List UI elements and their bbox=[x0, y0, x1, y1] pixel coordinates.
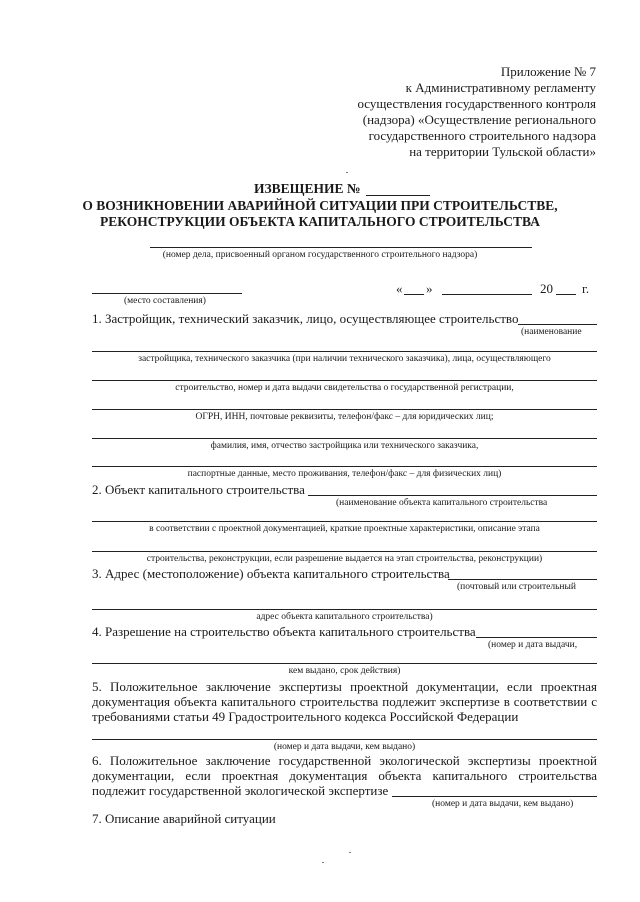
section-1-field-5[interactable] bbox=[92, 438, 597, 439]
appendix-line-6: на территории Тульской области» bbox=[409, 144, 596, 159]
section-6-caption: (номер и дата выдачи, кем выдано) bbox=[432, 799, 574, 809]
appendix-number: Приложение № 7 bbox=[500, 64, 596, 79]
title-line-3: РЕКОНСТРУКЦИИ ОБЪЕКТА КАПИТАЛЬНОГО СТРОИТЕЛЬСТВА bbox=[100, 214, 540, 229]
section-1-field[interactable] bbox=[518, 324, 597, 325]
scan-speck bbox=[322, 862, 324, 863]
day-field[interactable] bbox=[404, 294, 424, 295]
section-1-label: 1. Застройщик, технический заказчик, лицо, осуществляющее строительство bbox=[92, 311, 519, 326]
appendix-line-4: (надзора) «Осуществление регионального bbox=[362, 112, 596, 127]
section-1-field-4[interactable] bbox=[92, 409, 597, 410]
section-4-caption-1: (номер и дата выдачи, bbox=[488, 640, 578, 650]
month-field[interactable] bbox=[442, 294, 532, 295]
place-field[interactable] bbox=[92, 293, 242, 294]
year-suffix: г. bbox=[582, 281, 590, 296]
appendix-line-5: государственного строительного надзора bbox=[368, 128, 596, 143]
section-5-caption: (номер и дата выдачи, кем выдано) bbox=[273, 742, 416, 752]
section-1-caption-1: (наименование bbox=[521, 327, 582, 337]
scan-speck bbox=[346, 172, 348, 173]
case-number-caption: (номер дела, присвоенный органом государственного строительного надзора) bbox=[162, 250, 478, 260]
section-4-label: 4. Разрешение на строительство объекта капитального строительства bbox=[92, 624, 476, 639]
section-2-field-3[interactable] bbox=[92, 551, 597, 552]
section-1-caption-2: застройщика, технического заказчика (при наличии технического заказчика), лица, осуществляющего bbox=[138, 354, 551, 364]
section-3-field-2[interactable] bbox=[92, 609, 597, 610]
section-2-field-2[interactable] bbox=[92, 521, 597, 522]
section-7-label: 7. Описание аварийной ситуации bbox=[92, 811, 276, 826]
date-open-quote: « bbox=[396, 281, 403, 296]
place-caption: (место составления) bbox=[124, 296, 206, 306]
section-5-field[interactable] bbox=[92, 739, 597, 740]
appendix-line-2: к Административному регламенту bbox=[405, 80, 596, 95]
section-2-label: 2. Объект капитального строительства bbox=[92, 482, 305, 497]
section-3-field[interactable] bbox=[448, 579, 597, 580]
section-1-field-6[interactable] bbox=[92, 466, 597, 467]
appendix-line-3: осуществления государственного контроля bbox=[357, 96, 596, 111]
title-notice-number: ИЗВЕЩЕНИЕ № bbox=[254, 181, 361, 196]
section-4-field-2[interactable] bbox=[92, 663, 597, 664]
title-line-2: О ВОЗНИКНОВЕНИИ АВАРИЙНОЙ СИТУАЦИИ ПРИ СТРОИТЕЛЬСТВЕ, bbox=[82, 198, 558, 213]
section-6-field[interactable] bbox=[392, 796, 597, 797]
date-close-quote: » bbox=[426, 281, 433, 296]
section-1-caption-6: паспортные данные, место проживания, телефон/факс – для физических лиц) bbox=[187, 469, 502, 479]
section-4-caption-2: кем выдано, срок действия) bbox=[288, 666, 401, 676]
section-1-field-2[interactable] bbox=[92, 351, 597, 352]
scan-speck bbox=[349, 852, 351, 853]
section-3-caption-2: адрес объекта капитального строительства) bbox=[256, 612, 433, 622]
section-3-caption-1: (почтовый или строительный bbox=[457, 582, 576, 592]
section-2-caption-2: в соответствии с проектной документацией, краткие проектные характеристики, описание этапа bbox=[149, 524, 540, 534]
notice-number-field[interactable] bbox=[366, 195, 430, 196]
section-6-text: 6. Положительное заключение государственной экологической экспертизы проектной документации, если проектная документация объекта капитального строительства подлежит государственной экологической экспертизе bbox=[92, 753, 597, 798]
section-2-field[interactable] bbox=[308, 495, 597, 496]
section-3-label: 3. Адрес (местоположение) объекта капитального строительства bbox=[92, 566, 450, 581]
section-1-field-3[interactable] bbox=[92, 380, 597, 381]
section-2-caption-1: (наименование объекта капитального строительства bbox=[336, 498, 548, 508]
section-1-caption-4: ОГРН, ИНН, почтовые реквизиты, телефон/факс – для юридических лиц; bbox=[195, 412, 494, 422]
section-1-caption-3: строительство, номер и дата выдачи свидетельства о государственной регистрации, bbox=[175, 383, 514, 393]
year-prefix: 20 bbox=[540, 281, 553, 296]
section-4-field[interactable] bbox=[476, 637, 597, 638]
case-number-field[interactable] bbox=[150, 247, 532, 248]
section-5-text: 5. Положительное заключение экспертизы проектной документации, если проектная документация объекта капитального строительства подлежит экспертизе в соответствии с требованиями статьи 49 Градостроительного кодекса Российской Федерации bbox=[92, 679, 597, 724]
section-2-caption-3: строительства, реконструкции, если разрешение выдается на этап строительства, реконструкции) bbox=[146, 554, 543, 564]
section-1-caption-5: фамилия, имя, отчество застройщика или технического заказчика, bbox=[210, 441, 479, 451]
year-field[interactable] bbox=[556, 294, 576, 295]
